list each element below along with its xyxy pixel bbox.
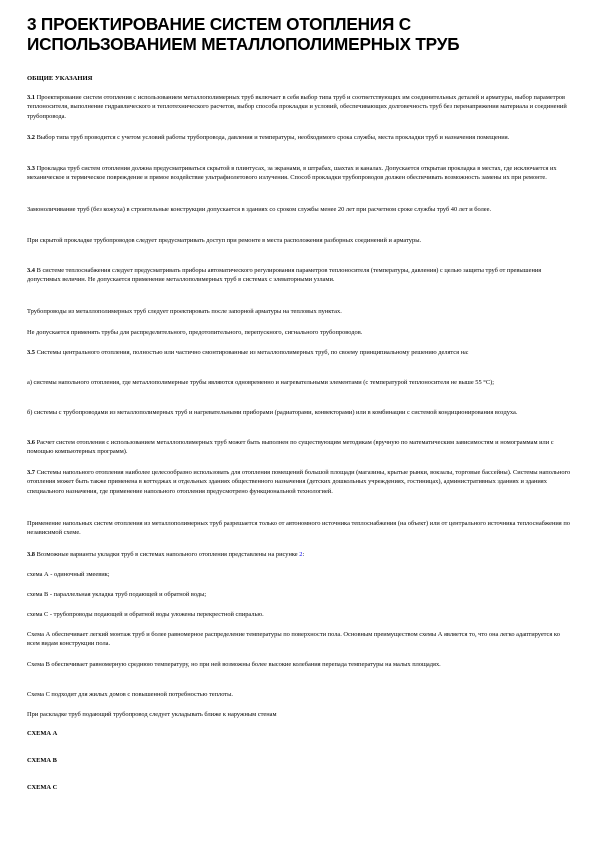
paragraph: 3.2 Выбор типа труб проводится с учетом условий работы трубопровода, давления и температуры, необходимого срока службы, места прокладки труб и назначения помещения.: [27, 134, 510, 141]
clause-number: 3.3: [27, 165, 35, 172]
paragraph: Схема В обеспечивает равномерную среднюю температуру, но при ней возможны более высокие колебания перепада температуры на малых площадях.: [27, 661, 441, 668]
paragraph: При скрытой прокладке трубопроводов следует предусматривать доступ при ремонте в места расположения разборных соединений и арматуры.: [27, 237, 422, 244]
paragraph: Трубопроводы из металлополимерных труб следует проектировать после запорной арматуры на тепловых пунктах.: [27, 308, 342, 315]
paragraph: При раскладке труб подающий трубопровод следует укладывать ближе к наружным стенам: [27, 711, 277, 718]
clause-number: 3.6: [27, 439, 35, 446]
clause-number: 3.1: [27, 94, 35, 101]
clause-number: 3.7: [27, 469, 35, 476]
paragraph: схема С - трубопроводы подающей и обратной воды уложены перекрестной спиралью.: [27, 611, 264, 618]
paragraph: Схема А обеспечивает легкий монтаж труб и более равномерное распределение температуры по поверхности пола. Основным преимуществом схемы А является то, что она легко адаптируется ко всем видам конструкции пола.: [27, 631, 560, 648]
page-title: 3 ПРОЕКТИРОВАНИЕ СИСТЕМ ОТОПЛЕНИЯ С ИСПОЛЬЗОВАНИЕМ МЕТАЛЛОПОЛИМЕРНЫХ ТРУБ: [27, 14, 460, 54]
paragraph: 3.8 Возможные варианты укладки труб в системах напольного отопления представлены на рисунке 2:: [27, 551, 305, 558]
paragraph: 3.7 Системы напольного отопления наиболее целесообразно использовать для отопления помещений большой площади (магазины, крытые рынки, вокзалы, торговые бассейны). Системы напольного отопления может быть также применена в коттеджах и отдельных зданиях общественного назначения (детских дошкольных учреждениях, гостиницах), административных зданиях и зданиях специального назначения, где применение напольного отопления предусмотрено функциональной технологией.: [27, 469, 571, 495]
paragraph: 3.6 Расчет систем отопления с использованием металлополимерных труб может быть выполнен по существующим методикам (вручную по математическим зависимостям и номограммам или с помощью компьютерных программ).: [27, 439, 554, 456]
schema-label: СХЕМА А: [27, 730, 58, 737]
clause-number: 3.5: [27, 349, 35, 356]
clause-number: 3.4: [27, 267, 35, 274]
paragraph: Схема С подходит для жилых домов с повышенной потребностью теплоты.: [27, 691, 233, 698]
paragraph: Применение напольных систем отопления из металлополимерных труб разрешается только от автономного источника теплоснабжения (на объект) или от центрального источника теплоснабжения по независимой схеме.: [27, 520, 570, 537]
schema-label: СХЕМА С: [27, 784, 58, 791]
paragraph: 3.4 В системе теплоснабжения следует предусматривать приборы автоматического регулирования параметров теплоносителя (температуры, давления) с целью защиты труб от превышения допустимых величин. Не допускается применение металлополимерных труб в системах с элеваторными узлами.: [27, 267, 542, 284]
paragraph: а) системы напольного отопления, где металлополимерные трубы являются одновременно и нагревательными элементами (с температурой теплоносителя не выше 55 °С);: [27, 379, 494, 386]
schema-label: СХЕМА В: [27, 757, 57, 764]
clause-number: 3.8: [27, 551, 35, 558]
figure-link[interactable]: 2: [299, 551, 303, 558]
paragraph: схема А - одиночный змеевик;: [27, 571, 110, 578]
section-subheading: ОБЩИЕ УКАЗАНИЯ: [27, 75, 93, 82]
paragraph: 3.5 Системы центрального отопления, полностью или частично смонтированные из металлополимерных труб, по своему принципиальному решению делятся на:: [27, 349, 469, 356]
clause-number: 3.2: [27, 134, 35, 141]
paragraph: 3.3 Прокладка труб систем отопления должна предусматриваться скрытой в плинтусах, за экранами, в штрабах, шахтах и каналах. Допускается открытая прокладка в местах, где исключается их механическое и термическое повреждение и прямое воздействие ультрафиолетового излучения. Способ прокладки трубопроводов должен обеспечивать возможность замены их при ремонте.: [27, 165, 557, 182]
paragraph: Не допускается применять трубы для распределительного, предотопительного, перепускного, сигнального трубопроводов.: [27, 329, 363, 336]
paragraph: Замоноличивание труб (без кожуха) в строительные конструкции допускается в зданиях со сроком службы менее 20 лет при расчетном сроке службы труб 40 лет и более.: [27, 206, 492, 213]
paragraph: схема В - параллельная укладка труб подающей и обратной воды;: [27, 591, 207, 598]
paragraph: 3.1 Проектирование систем отопления с использованием металлополимерных труб включает в себя выбор типа труб и соответствующих им соединительных деталей и арматуры, выбор параметров теплоносителя, выполнение гидравлического и теплотехнического расчетов, выбор способа прокладки и условий, обеспечивающих долговечность труб без перенапряжения материала и соединений трубопровода.: [27, 94, 567, 120]
paragraph: б) системы с трубопроводами из металлополимерных труб и нагревательными приборами (радиаторами, конвекторами) или в комбинации с системой кондиционирования воздуха.: [27, 409, 518, 416]
